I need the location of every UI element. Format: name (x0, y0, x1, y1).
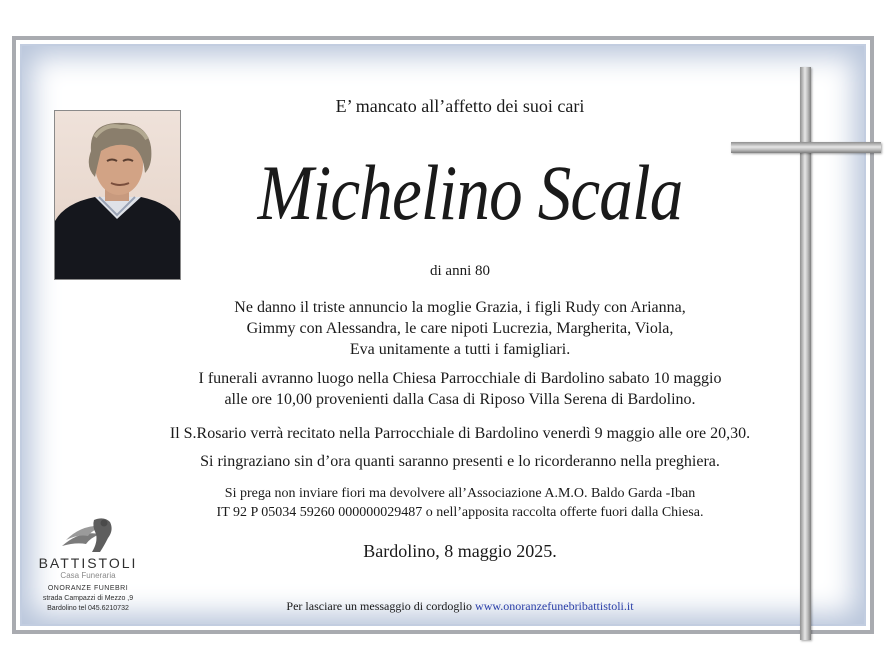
condolence-prefix: Per lasciare un messaggio di cordoglio (286, 599, 473, 613)
condolence-link[interactable]: www.onoranzefunebribattistoli.it (475, 599, 634, 613)
portrait-photo (54, 110, 181, 280)
logo-name: BATTISTOLI (38, 555, 138, 571)
funeral-details (160, 368, 760, 410)
place-date: Bardolino, 8 maggio 2025. (363, 541, 557, 561)
donation-line: IT 92 P 05034 59260 000000029487 o nell’apposita raccolta offerte fuori dalla Chiesa. (216, 505, 704, 520)
age-text: di anni 80 (430, 263, 490, 279)
logo-phone: Bardolino tel 045.6210732 (47, 605, 129, 612)
logo-service: ONORANZE FUNEBRI (47, 585, 129, 592)
rosary-text: Il S.Rosario verrà recitato nella Parrocchiale di Bardolino venerdì 9 maggio alle ore 20,30. (169, 425, 751, 442)
funeral-line: I funerali avranno luogo nella Chiesa Parrocchiale di Bardolino sabato 10 maggio (198, 370, 722, 387)
thanks-text: Si ringraziano sin d’ora quanti saranno presenti e lo ricorderanno nella preghiera. (200, 453, 720, 470)
family-line: Gimmy con Alessandra, le care nipoti Lucrezia, Margherita, Viola, (246, 320, 674, 337)
logo-address: strada Campazzi di Mezzo ,9 (42, 595, 134, 602)
condolence-message (220, 599, 700, 614)
family-announcement (160, 297, 760, 360)
funeral-home-logo (28, 516, 148, 616)
family-line: Ne danno il triste annuncio la moglie Grazia, i figli Rudy con Arianna, (234, 299, 686, 316)
logo-subtitle: Casa Funeraria (60, 571, 116, 580)
donation-line: Si prega non inviare fiori ma devolvere all’Associazione A.M.O. Baldo Garda -Iban (224, 486, 696, 501)
intro-text: E’ mancato all’affetto dei suoi cari (335, 96, 585, 116)
funeral-line: alle ore 10,00 provenienti dalla Casa di Riposo Villa Serena di Bardolino. (224, 391, 696, 408)
winged-figure-icon (60, 516, 116, 554)
donation-request (160, 484, 760, 522)
portrait-illustration (55, 111, 180, 279)
family-line: Eva unitamente a tutti i famigliari. (349, 341, 571, 358)
deceased-name: Michelino Scala (257, 149, 683, 236)
cross-horizontal-bar (731, 142, 881, 153)
